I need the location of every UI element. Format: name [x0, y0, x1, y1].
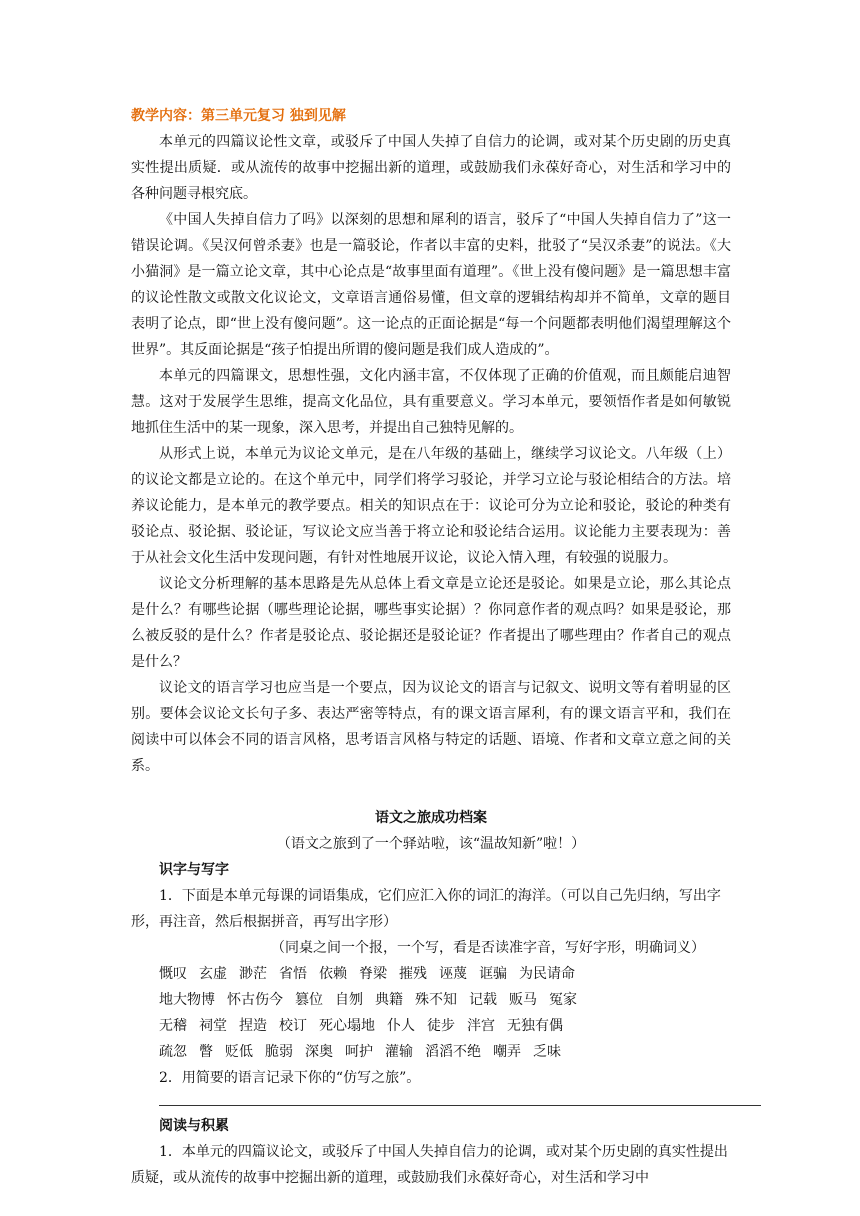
vocab-word: 自刎	[335, 992, 363, 1008]
vocab-word: 慨叹	[159, 966, 187, 982]
vocab-word: 瞥	[199, 1044, 213, 1060]
paragraph: 议论文分析理解的基本思路是先从总体上看文章是立论还是驳论。如果是立论，那么其论点是什么？有哪些论据（哪些理论论据，哪些事实论据）？你同意作者的观点吗？如果是驳论，那么被反驳的是什么？作者是驳论点、驳论据还是驳论证？作者提出了哪些理由？作者自己的观点是什么？	[131, 576, 731, 670]
vocab-word: 脆弱	[265, 1044, 293, 1060]
vocab-word: 嘲弄	[493, 1044, 521, 1060]
section-divider	[159, 1105, 761, 1106]
exercise-note: （同桌之间一个报，一个写，看是否读准字音，写好字形，明确词义）	[271, 940, 705, 956]
vocabulary-row	[159, 1039, 731, 1065]
vocab-word: 殊不知	[415, 992, 457, 1008]
exercise-item: 1．下面是本单元每课的词语集成，它们应汇入你的词汇的海洋。（可以自己先归纳，写出字形，再注音，然后根据拼音，再写出字形）	[131, 888, 721, 930]
exercise-item: 1．本单元的四篇议论文，或驳斥了中国人失掉自信力的论调，或对某个历史剧的真实性提出质疑，或从流传的故事中挖掘出新的道理，或鼓励我们永葆好奇心，对生活和学习中	[131, 1144, 728, 1186]
vocab-word: 怀古伤今	[227, 992, 283, 1008]
vocab-word: 捏造	[239, 1018, 267, 1034]
vocab-word: 仆人	[387, 1018, 415, 1034]
vocab-word: 滔滔不绝	[425, 1044, 481, 1060]
section-heading-literacy: 识字与写字	[159, 862, 229, 878]
vocab-word: 泮宫	[467, 1018, 495, 1034]
vocabulary-row	[159, 961, 731, 987]
vocabulary-row	[159, 1013, 731, 1039]
vocab-word: 校订	[279, 1018, 307, 1034]
vocabulary-row	[159, 987, 731, 1013]
archive-title: 语文之旅成功档案	[375, 810, 487, 826]
lesson-heading: 教学内容：第三单元复习 独到见解	[131, 108, 346, 124]
paragraph: 从形式上说，本单元为议论文单元，是在八年级的基础上，继续学习议论文。八年级（上）的议论文都是立论的。在这个单元中，同学们将学习驳论，并学习立论与驳论相结合的方法。培养议论能力，是本单元的教学要点。相关的知识点在于：议论可分为立论和驳论，驳论的种类有驳论点、驳论据、驳论证，写议论文应当善于将立论和驳论结合运用。议论能力主要表现为：善于从社会文化生活中发现问题，有针对性地展开议论，议论入情入理，有较强的说服力。	[131, 446, 731, 566]
vocab-word: 徒步	[427, 1018, 455, 1034]
vocab-word: 省悟	[279, 966, 307, 982]
vocab-word: 渺茫	[239, 966, 267, 982]
vocab-word: 冤家	[549, 992, 577, 1008]
paragraph: 议论文的语言学习也应当是一个要点，因为议论文的语言与记叙文、说明文等有着明显的区别。要体会议论文长句子多、表达严密等特点，有的课文语言犀利，有的课文语言平和，我们在阅读中可以体会不同的语言风格，思考语言风格与特定的话题、语境、作者和文章立意之间的关系。	[131, 680, 731, 774]
vocab-word: 地大物博	[159, 992, 215, 1008]
vocab-word: 依赖	[319, 966, 347, 982]
section-heading-reading: 阅读与积累	[159, 1118, 229, 1134]
vocab-word: 贩马	[509, 992, 537, 1008]
vocab-word: 呵护	[345, 1044, 373, 1060]
vocab-word: 篡位	[295, 992, 323, 1008]
vocab-word: 无稽	[159, 1018, 187, 1034]
vocabulary-list	[131, 961, 731, 1065]
vocab-word: 典籍	[375, 992, 403, 1008]
vocab-word: 玄虚	[199, 966, 227, 982]
vocab-word: 深奥	[305, 1044, 333, 1060]
paragraph: 《中国人失掉自信力了吗》以深刻的思想和犀利的语言，驳斥了“中国人失掉自信力了”这一错误论调。《吴汉何曾杀妻》也是一篇驳论，作者以丰富的史料，批驳了“吴汉杀妻”的说法。《大小猫洞》是一篇立论文章，其中心论点是“故事里面有道理”。《世上没有傻问题》是一篇思想丰富的议论性散文或散文化议论文，文章语言通俗易懂，但文章的逻辑结构却并不简单，文章的题目表明了论点，即“世上没有傻问题”。这一论点的正面论据是“每一个问题都表明他们渴望理解这个世界”。其反面论据是“孩子怕提出所谓的傻问题是我们成人造成的”。	[131, 212, 731, 358]
paragraph: 本单元的四篇议论性文章，或驳斥了中国人失掉了自信力的论调，或对某个历史剧的历史真实性提出质疑．或从流传的故事中挖掘出新的道理，或鼓励我们永葆好奇心，对生活和学习中的各种问题寻根究底。	[131, 134, 731, 202]
paragraph: 本单元的四篇课文，思想性强，文化内涵丰富，不仅体现了正确的价值观，而且颇能启迪智慧。这对于发展学生思维，提高文化品位，具有重要意义。学习本单元，要领悟作者是如何敏锐地抓住生活中的某一现象，深入思考，并提出自己独特见解的。	[131, 368, 731, 436]
vocab-word: 诬蔑	[439, 966, 467, 982]
vocab-word: 摧残	[399, 966, 427, 982]
vocab-word: 脊梁	[359, 966, 387, 982]
vocab-word: 贬低	[225, 1044, 253, 1060]
vocab-word: 为民请命	[519, 966, 575, 982]
vocab-word: 记载	[469, 992, 497, 1008]
vocab-word: 乏味	[533, 1044, 561, 1060]
vocab-word: 疏忽	[159, 1044, 187, 1060]
exercise-item: 2．用简要的语言记录下你的“仿写之旅”。	[159, 1070, 421, 1086]
vocab-word: 祠堂	[199, 1018, 227, 1034]
vocab-word: 诓骗	[479, 966, 507, 982]
vocab-word: 死心塌地	[319, 1018, 375, 1034]
vocab-word: 无独有偶	[507, 1018, 563, 1034]
document-body	[131, 103, 731, 1191]
vocab-word: 灌输	[385, 1044, 413, 1060]
archive-subtitle: （语文之旅到了一个驿站啦，该“温故知新”啦！）	[276, 836, 586, 852]
